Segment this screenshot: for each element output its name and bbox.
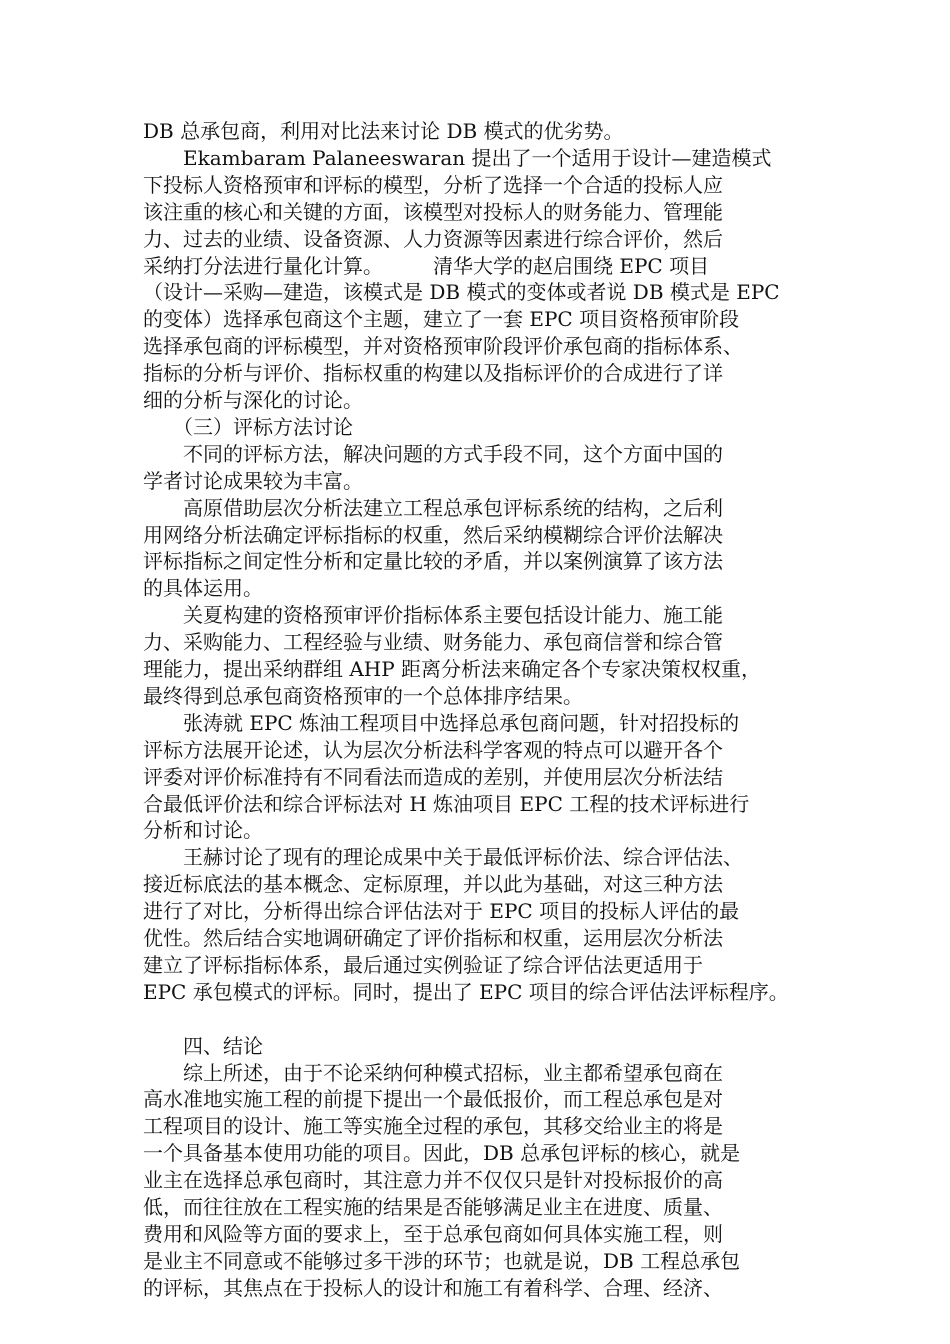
text-line: 指标的分析与评价、指标权重的构建以及指标评价的合成进行了详 xyxy=(143,361,723,386)
text-line: 费用和风险等方面的要求上，至于总承包商如何具体实施工程，则 xyxy=(143,1221,723,1246)
text-line: 的变体）选择承包商这个主题，建立了一套 EPC 项目资格预审阶段 xyxy=(143,307,740,332)
text-line: DB 总承包商，利用对比法来讨论 DB 模式的优劣势。 xyxy=(143,119,624,143)
text-line: 采纳打分法进行量化计算。 清华大学的赵启围绕 EPC 项目 xyxy=(143,253,710,278)
text-line: 评委对评价标准持有不同看法而造成的差别，并使用层次分析法结 xyxy=(143,764,723,789)
text-line: 进行了对比，分析得出综合评估法对于 EPC 项目的投标人评估的最 xyxy=(143,899,740,924)
text-line: 高原借助层次分析法建立工程总承包评标系统的结构，之后利 xyxy=(143,495,723,520)
text-line: 最终得到总承包商资格预审的一个总体排序结果。 xyxy=(143,683,583,708)
text-line: 学者讨论成果较为丰富。 xyxy=(143,468,363,493)
text-line: 合最低评价法和综合评标法对 H 炼油项目 EPC 工程的技术评标进行 xyxy=(143,791,750,816)
text-line: 四、结论 xyxy=(143,1033,263,1058)
text-line: 低，而往往放在工程实施的结果是否能够满足业主在进度、质量、 xyxy=(143,1195,723,1219)
text-line: 理能力，提出采纳群组 AHP 距离分析法来确定各个专家决策权权重， xyxy=(143,657,762,681)
text-line: 关夏构建的资格预审评价指标体系主要包括设计能力、施工能 xyxy=(143,603,723,628)
text-line: 选择承包商的评标模型，并对资格预审阶段评价承包商的指标体系、 xyxy=(143,334,743,359)
text-line: 下投标人资格预审和评标的模型，分析了选择一个合适的投标人应 xyxy=(143,172,723,197)
text-line: 王赫讨论了现有的理论成果中关于最低评标价法、综合评估法、 xyxy=(143,845,743,870)
text-line: Ekambaram Palaneeswaran 提出了一个适用于设计—建造模式 xyxy=(143,145,772,170)
text-line: 不同的评标方法，解决问题的方式手段不同，这个方面中国的 xyxy=(143,441,723,466)
text-line: 高水准地实施工程的前提下提出一个最低报价，而工程总承包是对 xyxy=(143,1087,723,1112)
text-line: 的具体运用。 xyxy=(143,576,263,601)
text-line: 分析和讨论。 xyxy=(143,818,263,843)
text-line: 力、过去的业绩、设备资源、人力资源等因素进行综合评价，然后 xyxy=(143,226,723,251)
text-line: 该注重的核心和关键的方面，该模型对投标人的财务能力、管理能 xyxy=(143,199,723,224)
text-line: 是业主不同意或不能够过多干涉的环节；也就是说，DB 工程总承包 xyxy=(143,1248,741,1273)
text-line: 细的分析与深化的讨论。 xyxy=(143,388,363,412)
text-line: 评标指标之间定性分析和定量比较的矛盾，并以案例演算了该方法 xyxy=(143,549,723,574)
text-line: 张涛就 EPC 炼油工程项目中选择总承包商问题，针对招投标的 xyxy=(143,710,740,735)
text-line: 工程项目的设计、施工等实施全过程的承包，其移交给业主的将是 xyxy=(143,1114,723,1139)
text-line: 一个具备基本使用功能的项目。因此，DB 总承包评标的核心，就是 xyxy=(143,1141,741,1166)
text-line: 评标方法展开论述，认为层次分析法科学客观的特点可以避开各个 xyxy=(143,737,723,762)
text-line: EPC 承包模式的评标。同时，提出了 EPC 项目的综合评估法评标程序。 xyxy=(143,979,789,1004)
text-line: （三）评标方法讨论 xyxy=(143,414,353,439)
text-line: 接近标底法的基本概念、定标原理，并以此为基础，对这三种方法 xyxy=(143,872,723,897)
text-line: 的评标，其焦点在于投标人的设计和施工有着科学、合理、经济、 xyxy=(143,1275,723,1300)
text-line: 综上所述，由于不论采纳何种模式招标，业主都希望承包商在 xyxy=(143,1060,723,1085)
text-line: 力、采购能力、工程经验与业绩、财务能力、承包商信誉和综合管 xyxy=(143,630,723,655)
text-line: 建立了评标指标体系，最后通过实例验证了综合评估法更适用于 xyxy=(143,952,703,977)
text-line: 用网络分析法确定评标指标的权重，然后采纳模糊综合评价法解决 xyxy=(143,522,723,547)
text-line: 业主在选择总承包商时，其注意力并不仅仅只是针对投标报价的高 xyxy=(143,1168,723,1193)
text-line: （设计—采购—建造，该模式是 DB 模式的变体或者说 DB 模式是 EPC xyxy=(143,280,780,305)
text-line: 优性。然后结合实地调研确定了评价指标和权重，运用层次分析法 xyxy=(143,926,723,950)
